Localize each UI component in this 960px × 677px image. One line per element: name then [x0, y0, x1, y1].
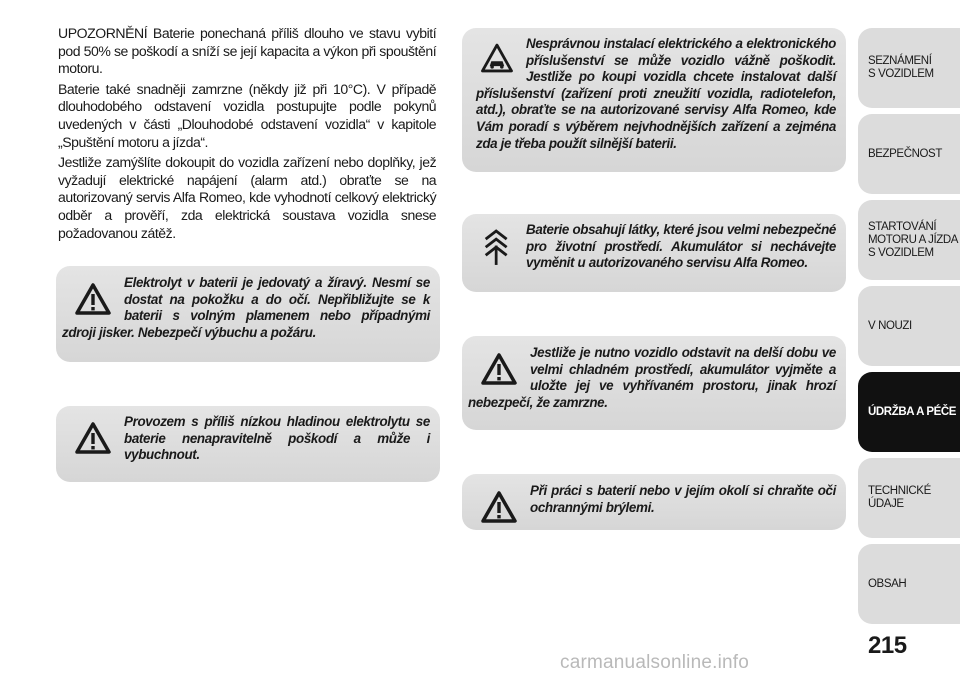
body-text-column: [58, 26, 440, 246]
warning-box-electrolyte: [56, 266, 440, 362]
tab-label: OBSAH: [868, 577, 907, 590]
warning-text-goggles: Při práci s baterií nebo v jejím okolí si chraňte oči ochrannými brýlemi.: [530, 483, 836, 515]
tab-bezpecnost[interactable]: [858, 114, 960, 194]
tab-label: TECHNICKÉ ÚDAJE: [868, 485, 931, 510]
warning-text-environment: Baterie obsahují látky, které jsou velmi nebezpečné pro životní prostředí. Akumulátor si nechávejte vyměnit u autorizovaného servisu Alfa Romeo.: [526, 222, 836, 271]
tab-seznameni[interactable]: [858, 28, 960, 108]
warning-triangle-icon: [62, 275, 124, 319]
paragraph-discharge-warning: UPOZORNĚNÍ Baterie ponechaná příliš dlouho ve stavu vybití pod 50% se poškodí a sníží se její kapacita a výkon při spouštění motoru.: [58, 26, 437, 78]
warning-triangle-icon: [468, 345, 530, 389]
watermark-text: carmanualsonline.info: [560, 652, 750, 673]
page-number: 215: [868, 632, 907, 659]
warning-text-low-level: Provozem s příliš nízkou hladinou elektrolytu se baterie nenapravitelně poškodí a může i vybuchnout.: [124, 414, 430, 463]
paragraph-accessories: Jestliže zamýšlíte dokoupit do vozidla zařízení nebo doplňky, jež vyžadují elektrické napájení (alarm atd.) obraťte se na autorizovaný servis Alfa Romeo, kde vyhodnotí celkový elektrický odběr a prověří, zda elektrická soustava vozidla snese požadovanou zátěž.: [58, 155, 437, 242]
paragraph-freezing: Baterie také snadněji zamrzne (někdy již při 10°C). V případě dlouhodobého odstavení vozidla postupujte podle pokynů uvedených v části „Dlouhodobé odstavení vozidla“ v kapitole „Spuštění motoru a jízda“.: [58, 81, 437, 151]
warning-text-electrolyte: Elektrolyt v baterii je jedovatý a žíravý. Nesmí se dostat na pokožku a do očí. Nepřibližujte se k baterii s volným plamenem nebo případnými zdroji jisker. Nebezpečí výbuchu a požáru.: [62, 275, 430, 340]
tab-technicke-udaje[interactable]: [858, 458, 960, 538]
tab-startovani[interactable]: [858, 200, 960, 280]
tab-udrzba-active[interactable]: [858, 372, 960, 452]
tab-label: V NOUZI: [868, 319, 912, 332]
warning-box-low-level: [56, 406, 440, 482]
warning-box-installation: [462, 28, 846, 172]
warning-box-environment: [462, 214, 846, 292]
tab-v-nouzi[interactable]: [858, 286, 960, 366]
warning-box-cold: [462, 336, 846, 430]
tab-label: STARTOVÁNÍ MOTORU A JÍZDA S VOZIDLEM: [868, 220, 959, 259]
tab-label: BEZPEČNOST: [868, 147, 942, 160]
tab-obsah[interactable]: [858, 544, 960, 624]
tab-label: ÚDRŽBA A PÉČE: [868, 405, 957, 418]
environment-tree-icon: [476, 222, 526, 274]
warning-text-cold: Jestliže je nutno vozidlo odstavit na delší dobu ve velmi chladném prostředí, akumulátor vyjměte a uložte jej ve vyhřívaném prostoru, jinak hrozí nebezpečí, že zamrzne.: [468, 345, 836, 410]
warning-triangle-icon: [62, 414, 124, 458]
tab-label: SEZNÁMENÍ S VOZIDLEM: [868, 55, 934, 80]
car-warning-icon: [476, 36, 526, 80]
warning-text-installation: Nesprávnou instalací elektrického a elektronického příslušenství se může vozidlo vážně poškodit. Jestliže po koupi vozidla chcete instalovat další příslušenství (zařízení proti zneužití vozidla, radiotelefon, atd.), obraťte se na autorizované servisy Alfa Romeo, kde Vám poradí s výběrem nejvhodnějších zařízení a zejména zda je třeba použít silnější baterii.: [476, 36, 836, 151]
warning-triangle-icon: [468, 483, 530, 527]
warning-box-goggles: [462, 474, 846, 530]
